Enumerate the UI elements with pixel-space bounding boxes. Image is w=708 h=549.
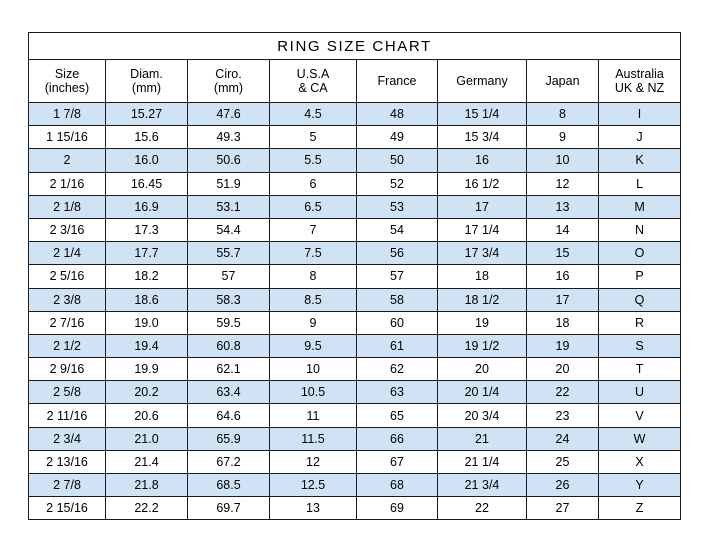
table-cell: N [599,218,681,241]
table-cell: 5.5 [270,149,357,172]
table-cell: 67.2 [188,450,270,473]
table-cell: 10 [527,149,599,172]
table-cell: 18.6 [106,288,188,311]
table-cell: 21 3/4 [438,474,527,497]
table-cell: 9 [270,311,357,334]
table-row [29,172,681,195]
table-cell: 21 [438,427,527,450]
table-cell: 16.9 [106,195,188,218]
table-cell: 50 [357,149,438,172]
table-cell: X [599,450,681,473]
table-cell: 61 [357,334,438,357]
table-cell: I [599,103,681,126]
table-cell: 2 7/8 [29,474,106,497]
table-cell: 69 [357,497,438,520]
table-row [29,474,681,497]
table-cell: 4.5 [270,103,357,126]
table-cell: Q [599,288,681,311]
table-cell: 64.6 [188,404,270,427]
table-cell: 26 [527,474,599,497]
table-header-row [29,60,681,103]
column-header-line: France [377,73,417,88]
column-header-line: (mm) [213,81,244,95]
table-cell: 59.5 [188,311,270,334]
table-cell: 54.4 [188,218,270,241]
table-cell: 19.9 [106,358,188,381]
table-row [29,334,681,357]
ring-size-chart [28,32,680,520]
table-cell: 22.2 [106,497,188,520]
table-cell: W [599,427,681,450]
table-row [29,427,681,450]
table-cell: 20 [527,358,599,381]
table-cell: 22 [438,497,527,520]
table-cell: 2 1/16 [29,172,106,195]
column-header-line: (mm) [131,81,162,95]
table-cell: 2 5/8 [29,381,106,404]
table-cell: 2 5/16 [29,265,106,288]
table-cell: 60 [357,311,438,334]
table-cell: 2 [29,149,106,172]
table-row [29,404,681,427]
table-row [29,450,681,473]
page-title: RING SIZE CHART [29,33,681,60]
table-cell: 60.8 [188,334,270,357]
table-cell: 7 [270,218,357,241]
table-cell: 55.7 [188,242,270,265]
table-cell: 19.0 [106,311,188,334]
column-header-line: UK & NZ [614,81,665,95]
table-cell: 16 [438,149,527,172]
table-cell: 13 [270,497,357,520]
table-cell: 16 [527,265,599,288]
table-cell: 9 [527,126,599,149]
table-cell: 49 [357,126,438,149]
table-row [29,311,681,334]
table-cell: 51.9 [188,172,270,195]
table-row [29,358,681,381]
column-header-line: (inches) [44,81,90,95]
table-title-row [29,33,681,60]
table-cell: Z [599,497,681,520]
table-cell: 16.45 [106,172,188,195]
column-header [106,60,188,103]
table-cell: 53 [357,195,438,218]
table-cell: 6 [270,172,357,195]
table-cell: 58.3 [188,288,270,311]
column-header [29,60,106,103]
table-cell: 6.5 [270,195,357,218]
table-row [29,126,681,149]
table-row [29,242,681,265]
column-header [357,60,438,103]
table-cell: 68.5 [188,474,270,497]
table-cell: 20.2 [106,381,188,404]
column-header-line: Ciro. [215,66,242,81]
table-cell: 18.2 [106,265,188,288]
table-cell: P [599,265,681,288]
table-cell: 66 [357,427,438,450]
table-cell: 7.5 [270,242,357,265]
column-header-line: Size [54,66,80,81]
ring-size-table [28,32,681,520]
table-cell: 62 [357,358,438,381]
table-cell: 65.9 [188,427,270,450]
table-cell: 15 1/4 [438,103,527,126]
table-cell: 13 [527,195,599,218]
column-header-line: Japan [545,73,580,88]
table-cell: 57 [188,265,270,288]
table-cell: 47.6 [188,103,270,126]
table-cell: 16.0 [106,149,188,172]
table-cell: U [599,381,681,404]
table-cell: 19 [527,334,599,357]
table-cell: 53.1 [188,195,270,218]
table-cell: 21.4 [106,450,188,473]
table-cell: L [599,172,681,195]
table-cell: 17 [527,288,599,311]
table-cell: 2 9/16 [29,358,106,381]
table-cell: 23 [527,404,599,427]
table-cell: 17 3/4 [438,242,527,265]
table-cell: 5 [270,126,357,149]
table-cell: 69.7 [188,497,270,520]
table-cell: 16 1/2 [438,172,527,195]
table-cell: 19 [438,311,527,334]
table-cell: J [599,126,681,149]
table-cell: 8.5 [270,288,357,311]
table-cell: 17.7 [106,242,188,265]
table-cell: 58 [357,288,438,311]
table-cell: 21.8 [106,474,188,497]
table-cell: 11 [270,404,357,427]
table-cell: K [599,149,681,172]
table-cell: S [599,334,681,357]
table-cell: 15.6 [106,126,188,149]
column-header [438,60,527,103]
table-cell: 10 [270,358,357,381]
table-cell: 2 1/2 [29,334,106,357]
table-cell: 20 1/4 [438,381,527,404]
table-cell: 2 11/16 [29,404,106,427]
table-cell: 2 3/8 [29,288,106,311]
table-row [29,288,681,311]
table-cell: 63.4 [188,381,270,404]
table-cell: 49.3 [188,126,270,149]
table-cell: 1 15/16 [29,126,106,149]
table-cell: 54 [357,218,438,241]
column-header [527,60,599,103]
table-cell: 20 [438,358,527,381]
table-cell: 8 [270,265,357,288]
column-header-line: Diam. [130,66,163,81]
table-cell: 62.1 [188,358,270,381]
table-cell: 22 [527,381,599,404]
table-cell: 24 [527,427,599,450]
table-cell: 15 [527,242,599,265]
table-cell: 11.5 [270,427,357,450]
table-cell: 18 1/2 [438,288,527,311]
table-row [29,195,681,218]
table-cell: 57 [357,265,438,288]
column-header [188,60,270,103]
table-cell: 12 [270,450,357,473]
table-cell: 1 7/8 [29,103,106,126]
table-row [29,103,681,126]
table-cell: 17.3 [106,218,188,241]
table-row [29,218,681,241]
table-cell: 2 3/4 [29,427,106,450]
table-cell: 17 [438,195,527,218]
table-cell: 21.0 [106,427,188,450]
table-cell: 2 3/16 [29,218,106,241]
table-cell: 8 [527,103,599,126]
table-cell: Y [599,474,681,497]
table-cell: 25 [527,450,599,473]
table-cell: 15 3/4 [438,126,527,149]
table-cell: 65 [357,404,438,427]
table-cell: 12 [527,172,599,195]
table-cell: 2 13/16 [29,450,106,473]
table-row [29,381,681,404]
column-header-line: Germany [456,73,508,88]
table-cell: 17 1/4 [438,218,527,241]
column-header [270,60,357,103]
table-cell: O [599,242,681,265]
table-cell: 20 3/4 [438,404,527,427]
table-cell: 19.4 [106,334,188,357]
table-cell: 2 1/8 [29,195,106,218]
table-cell: 63 [357,381,438,404]
table-cell: 2 7/16 [29,311,106,334]
table-cell: R [599,311,681,334]
table-cell: M [599,195,681,218]
table-row [29,265,681,288]
table-cell: 67 [357,450,438,473]
table-cell: 15.27 [106,103,188,126]
table-cell: 10.5 [270,381,357,404]
table-cell: 68 [357,474,438,497]
table-row [29,149,681,172]
column-header-line: Australia [615,66,664,81]
table-cell: V [599,404,681,427]
table-cell: 2 1/4 [29,242,106,265]
table-cell: 48 [357,103,438,126]
table-row [29,497,681,520]
table-cell: 2 15/16 [29,497,106,520]
table-cell: 9.5 [270,334,357,357]
table-cell: 19 1/2 [438,334,527,357]
table-cell: 21 1/4 [438,450,527,473]
table-cell: 20.6 [106,404,188,427]
table-cell: 14 [527,218,599,241]
column-header-line: & CA [298,81,328,95]
column-header-line: U.S.A [296,66,330,81]
column-header [599,60,681,103]
table-cell: 50.6 [188,149,270,172]
table-cell: T [599,358,681,381]
table-cell: 18 [527,311,599,334]
table-cell: 56 [357,242,438,265]
table-cell: 18 [438,265,527,288]
table-cell: 12.5 [270,474,357,497]
table-cell: 52 [357,172,438,195]
table-cell: 27 [527,497,599,520]
